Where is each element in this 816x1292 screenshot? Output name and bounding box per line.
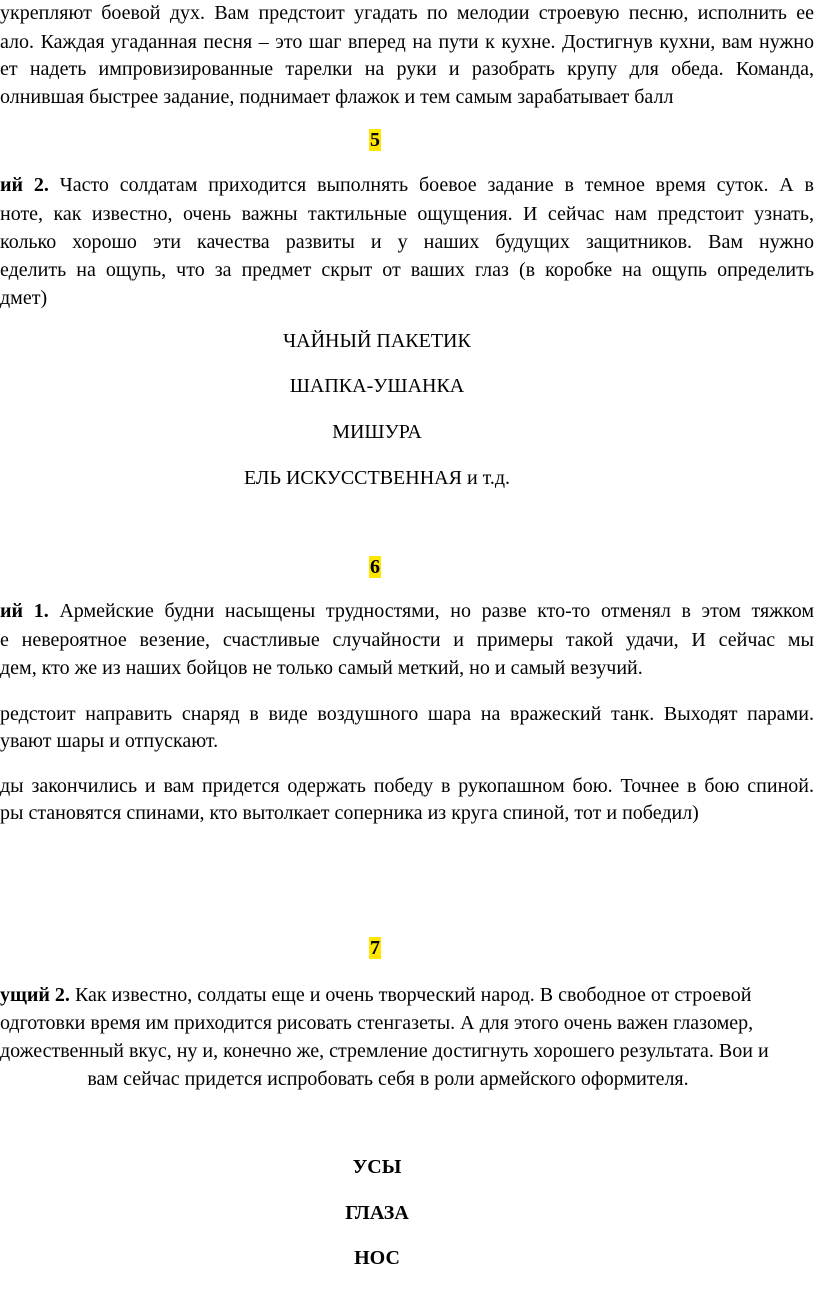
paragraph-line — [0, 599, 814, 623]
paragraph-line: дмет) — [0, 287, 48, 309]
item-label: НОС — [354, 1247, 400, 1269]
item-label: ГЛАЗА — [345, 1202, 409, 1224]
paragraph-line: ды закончились и вам придется одержать победу в рукопашном бою. Точнее в бою спиной. — [0, 775, 814, 797]
presenter-label: ий 1. — [0, 600, 49, 622]
paragraph-line: дем, кто же из наших бойцов не только самый меткий, но и самый везучий. — [0, 657, 643, 679]
paragraph-line: одготовки время им приходится рисовать стенгазеты. А для этого очень важен глазомер, — [0, 1012, 754, 1034]
paragraph-line: дожественный вкус, ну и, конечно же, стремление достигнуть хорошего результата. Вои и — [0, 1040, 769, 1062]
paragraph-line: ало. Каждая угаданная песня – это шаг вперед на пути к кухне. Достигнув кухни, вам нужно — [0, 31, 814, 53]
paragraph-line: ры становятся спинами, кто вытолкает соперника из круга спиной, тот и победил) — [0, 802, 699, 824]
section-number: 7 — [370, 937, 380, 959]
paragraph-line: вам сейчас придется испробовать себя в роли армейского оформителя. — [87, 1068, 689, 1090]
paragraph-line: е невероятное везение, счастливые случайности и примеры такой удачи, И сейчас мы — [0, 629, 814, 651]
presenter-label: ий 2. — [0, 174, 49, 196]
presenter-label: ущий 2. — [0, 984, 70, 1006]
paragraph-line — [0, 983, 751, 1007]
item-label: МИШУРА — [332, 421, 422, 443]
paragraph-line: редстоит направить снаряд в виде воздушного шара на вражеский танк. Выходят парами. — [0, 703, 814, 725]
paragraph-line: еделить на ощупь, что за предмет скрыт от ваших глаз (в коробке на ощупь определить — [0, 259, 814, 281]
item-label: ЕЛЬ ИСКУССТВЕННАЯ и т.д. — [243, 467, 511, 489]
paragraph-line: ноте, как известно, очень важны тактильные ощущения. И сейчас нам предстоит узнать, — [0, 203, 814, 225]
item-label: ШАПКА-УШАНКА — [289, 375, 465, 397]
paragraph-line: ет надеть импровизированные тарелки на руки и разобрать крупу для обеда. Команда, — [0, 58, 814, 80]
paragraph-line: олнившая быстрее задание, поднимает флажок и тем самым зарабатывает балл — [0, 86, 674, 108]
section-number: 5 — [370, 129, 380, 151]
line-text: Как известно, солдаты еще и очень творческий народ. В свободное от строевой — [69, 984, 752, 1006]
paragraph-line: укрепляют боевой дух. Вам предстоит угадать по мелодии строевую песню, исполнить ее — [0, 2, 814, 24]
paragraph-line: колько хорошо эти качества развиты и у наших будущих защитников. Вам нужно — [0, 231, 814, 253]
paragraph-line: увают шары и отпускают. — [0, 730, 219, 752]
line-text: Армейские будни насыщены трудностями, но разве кто-то отменял в этом тяжком — [48, 600, 814, 622]
section-number: 6 — [370, 556, 380, 578]
item-label: УСЫ — [352, 1156, 402, 1178]
line-text: Часто солдатам приходится выполнять боевое задание в темное время суток. А в — [48, 174, 814, 196]
item-label: ЧАЙНЫЙ ПАКЕТИК — [283, 330, 471, 352]
paragraph-line — [0, 173, 814, 197]
